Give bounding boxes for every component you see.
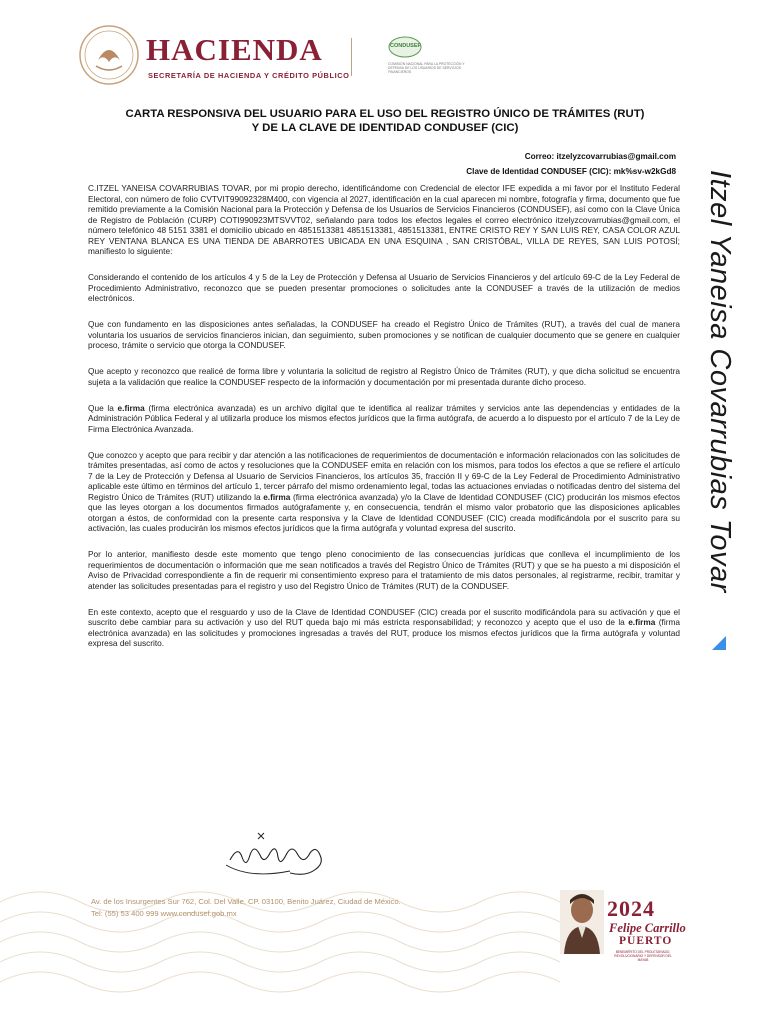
paragraph-8-start: En este contexto, acepto que el resguardo y uso de la Clave de Identidad CONDUSEF (CIC) creada por el suscrito modificándola para su activación y que el suscrito debe cambiar para su activación y uso del RUT queda bajo mi más estricta responsabilidad; y reconozco y acepto que el uso de la	[88, 606, 680, 627]
handwritten-signature	[220, 825, 350, 885]
brand-title: HACIENDA	[146, 32, 323, 67]
condusef-logo	[388, 36, 468, 86]
corner-marker-icon	[712, 636, 726, 650]
footer-address: Av. de los Insurgentes Sur 762, Col. Del Valle, CP. 03100, Benito Juárez, Ciudad de México.	[91, 897, 401, 906]
paragraph-6-start: Que conozco y acepto que para recibir y dar atención a las notificaciones de requerimientos de documentación e información relacionados con las solicitudes de trámites presentadas, así como de actos y resoluciones que la CONDUSEF emita en relación con los mismos, para todos los efectos a que se refiere el artículo 7 de la Ley de Protección y Defensa al Usuario de Servicios Financieros, los artículos 35, fracción II y 69-C de la Ley Federal de Procedimiento Administrativo aplicable este último en términos del artículo 1, tercer párrafo del mismo ordenamiento legal, todas las actuaciones enviadas o notificadas dentro del sistema del Registro Único de Trámites (RUT) utilizando la	[88, 449, 680, 502]
footer-contact: Tel: (55) 53 400 999 www.condusef.gob.mx	[91, 909, 237, 918]
condusef-description: COMISIÓN NACIONAL PARA LA PROTECCIÓN Y DEFENSA DE LOS USUARIOS DE SERVICIOS FINANCIEROS	[388, 62, 465, 75]
efirma-term: e.firma	[117, 402, 145, 413]
paragraph-6	[88, 450, 680, 534]
footer-tagline: BENEMÉRITO DEL PROLETARIADO, REVOLUCIONARIO Y DEFENSOR DEL MAYAB	[614, 950, 672, 962]
efirma-term: e.firma	[263, 491, 291, 502]
paragraph-4: Que acepto y reconozco que realicé de forma libre y voluntaria la solicitud de registro al Registro Único de Trámites (RUT), y que dicha solicitud se encuentra sujeta a la validación que realice la CONDUSEF respecto de la información y documentación por mi presentada durante dicho proceso.	[88, 366, 680, 387]
title-line-1: CARTA RESPONSIVA DEL USUARIO PARA EL USO DEL REGISTRO ÚNICO DE TRÁMITES (RUT)	[125, 108, 645, 120]
header-divider	[351, 38, 352, 76]
paragraph-5-start: Que la	[88, 402, 118, 413]
paragraph-6-end: (firma electrónica avanzada) y/o la Clave de Identidad CONDUSEF (CIC) producirán los mismos efectos que las leyes otorgan a los documentos firmados autógrafamente y, en consecuencia, tendrán el mismo valor probatorio que las disposiciones aplicables otorgan a éstos, de conformidad con la presente carta responsiva y la Clave de Identidad CONDUSEF (CIC) creada modificándola por el suscrito para su activación, las cuales producirán los mismos efectos jurídicos que la firma autógrafa y voluntad expresa del suscrito.	[88, 491, 680, 533]
footer-name-first: Felipe Carrillo	[609, 921, 686, 935]
paragraph-1: C.ITZEL YANEISA COVARRUBIAS TOVAR, por mi propio derecho, identificándome con Credencial de elector IFE expedida a mi favor por el Instituto Federal Electoral, con número de folio CVTVIT99092328M400, con vigencia al 2027, identificación en la cual aparecen mi nombre, fotografía y firma, documento que fue remitido previamente a la Comisión Nacional para la Protección y Defensa de los Usuarios de Servicios Financieros (CONDUSEF), así como con la Clave Única de Registro de Población (CURP) COTI990923MTSVVT02, señalando para todos los efectos legales el correo electrónico itzelyzcovarrubias@gmail.com, el número telefónico 48 5151 3381 el domicilio ubicado en 4851513381 4851513381, 4851513381, ENTRE CRISTO REY Y SAN LUIS REY, CASA COLOR AZUL REY VENTANA BLANCA ES UNA TIENDA DE ABARROTES UBICADA EN UNA ESQUINA , SAN CRISTÓBAL, VILLA DE REYES, SAN LUIS POTOSÍ; manifiesto lo siguiente:	[88, 183, 680, 256]
identity-key-line: Clave de Identidad CONDUSEF (CIC): mk%sv-w2kGd8	[466, 167, 676, 176]
paragraph-8-end: (firma electrónica avanzada) en las solicitudes y promociones ingresadas a través del RUT, produce los mismos efectos jurídicos que la firma autógrafa y voluntad expresa del suscrito.	[88, 617, 680, 648]
mexico-seal-icon	[78, 24, 140, 86]
vertical-name-text: Itzel Yaneisa Covarrubias Tovar	[704, 170, 736, 593]
brand-subtitle: SECRETARÍA DE HACIENDA Y CRÉDITO PÚBLICO	[148, 71, 350, 80]
efirma-term: e.firma	[628, 617, 656, 627]
paragraph-5	[88, 403, 680, 435]
paragraph-3: Que con fundamento en las disposiciones antes señaladas, la CONDUSEF ha creado el Registro Único de Trámites (RUT), a través del cual de manera voluntaria los usuarios de servicios financieros inician, dan seguimiento, suben promociones y se notifican de cualquier documento que se genere en cualquier proceso, trámite o servicio que otorga la CONDUSEF.	[88, 319, 680, 350]
paragraph-5-end: (firma electrónica avanzada) es un archivo digital que te identifica al realizar trámites y servicios ante las dependencias y entidades de la Administración Pública Federal y al utilizarla produce los mismos efectos jurídicos que la firma autógrafa, de acuerdo a lo dispuesto por el artículo 7 de la Ley de Firma Electrónica Avanzada.	[88, 402, 680, 434]
vertical-name	[700, 170, 736, 650]
condusef-badge-label: CONDUSEF	[390, 43, 421, 49]
email-line: Correo: itzelyzcovarrubias@gmail.com	[524, 152, 676, 161]
portrait-icon	[560, 890, 604, 954]
footer-name-last: PUERTO	[619, 935, 673, 947]
document-title	[80, 107, 690, 135]
footer-year: 2024	[607, 896, 655, 921]
paragraph-2: Considerando el contenido de los artículos 4 y 5 de la Ley de Protección y Defensa al Usuario de Servicios Financieros y del artículo 69-C de la Ley Federal de Procedimiento Administrativo, reconozco que se pueden presentar promociones o solicitudes ante la CONDUSEF a través de la utilización de medios electrónicos.	[88, 272, 680, 303]
paragraph-8	[88, 607, 680, 649]
paragraph-7: Por lo anterior, manifiesto desde este momento que tengo pleno conocimiento de las consecuencias jurídicas que conlleva el incumplimiento de los requerimientos de documentación o información que me sean notificados a través del Registro Único de Trámites (RUT) y que se ha puesto a mi disposición el Aviso de Privacidad correspondiente a fin de requerir mi consentimiento expreso para el tratamiento de mis datos personales, al registrarme, recibir, tramitar y atender las solicitudes presentadas para el registro y uso del Registro Único de Trámites (RUT) de la CONDUSEF.	[88, 549, 680, 591]
letter-body	[88, 183, 680, 664]
title-line-2: Y DE LA CLAVE DE IDENTIDAD CONDUSEF (CIC)	[251, 122, 519, 134]
